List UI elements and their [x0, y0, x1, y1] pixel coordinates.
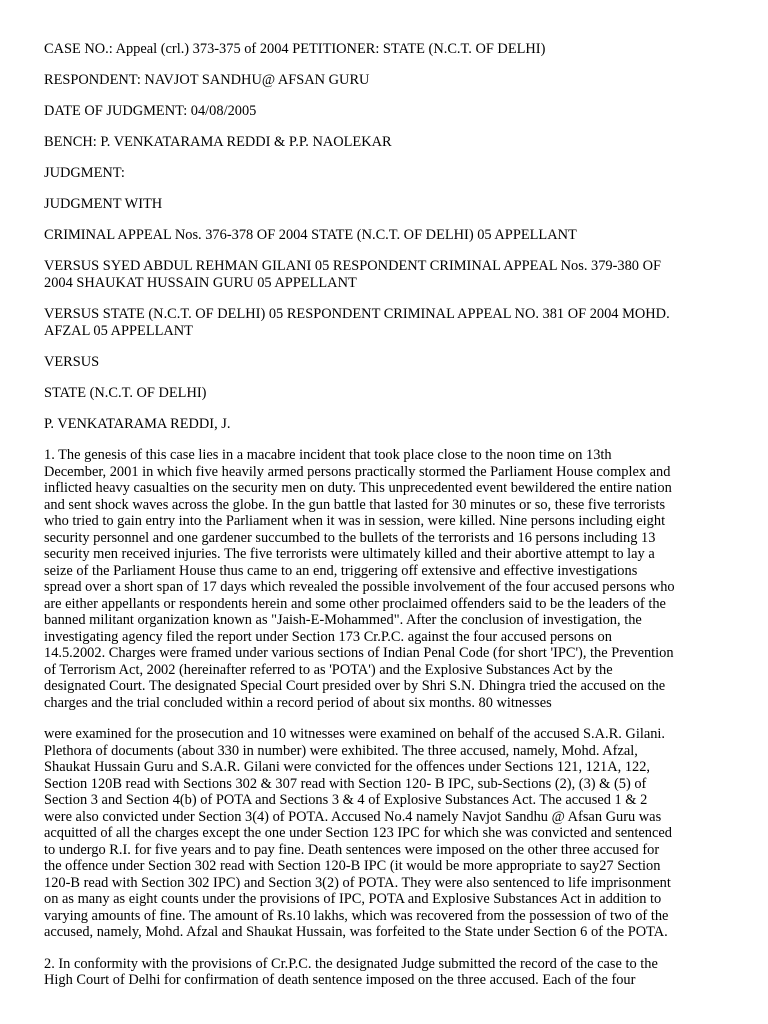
paragraph-line: on as many as eight counts under the provisions of IPC, POTA and Explosive Substances Act in addition to [44, 891, 662, 907]
paragraph-line: to undergo R.I. for five years and to pay fine. Death sentences were imposed on the other three accused for [44, 841, 660, 858]
bench: BENCH: P. VENKATARAMA REDDI & P.P. NAOLEKAR [44, 134, 392, 150]
paragraph-line: security men received injuries. The five terrorists were ultimately killed and their abortive attempt to lay a [44, 546, 655, 562]
versus-label: VERSUS [44, 354, 100, 370]
paragraph-line: spread over a short span of 17 days which revealed the possible involvement of the four accused persons who [44, 579, 675, 595]
paragraph-line: seize of the Parliament House thus came to an end, triggering off extensive and effective investigations [44, 562, 638, 579]
versus-block-1 [44, 258, 724, 291]
date-of-judgment: DATE OF JUDGMENT: 04/08/2005 [44, 103, 257, 119]
paragraph-line: accused, namely, Mohd. Afzal and Shaukat Hussain, was forfeited to the State under Section 6 of the POTA. [44, 924, 668, 940]
paragraph-line: of Terrorism Act, 2002 (hereinafter referred to as 'POTA') and the Explosive Substances Act by the [44, 661, 613, 678]
paragraph-line: Plethora of documents (about 330 in number) were exhibited. The three accused, namely, Mohd. Afzal, [44, 742, 638, 759]
paragraph-line: banned militant organization known as "Jaish-E-Mohammed". After the conclusion of investigation, the [44, 612, 642, 628]
paragraph-line: Shaukat Hussain Guru and S.A.R. Gilani were convicted for the offences under Sections 121, 121A, 122, [44, 759, 651, 775]
paragraph-2 [44, 956, 724, 989]
paragraph-line: were examined for the prosecution and 10 witnesses were examined on behalf of the accused S.A.R. Gilani. [44, 726, 665, 742]
paragraph-line: who tried to gain entry into the Parliament when it was in session, were killed. Nine persons including eight [44, 513, 666, 529]
paragraph-1 [44, 447, 724, 711]
judgment-label: JUDGMENT: [44, 165, 125, 181]
paragraph-line: and sent shock waves across the globe. In the gun battle that lasted for 30 minutes or so, these five terrorists [44, 496, 666, 513]
paragraph-line: 120-B read with Section 302 IPC) and Section 3(2) of POTA. They were also sentenced to life imprisonment [44, 874, 671, 891]
paragraph-1-continued [44, 726, 724, 941]
paragraph-line: Section 3 and Section 4(b) of POTA and Sections 3 & 4 of Explosive Substances Act. The accused 1 & 2 [44, 792, 648, 808]
case-number: CASE NO.: Appeal (crl.) 373-375 of 2004 PETITIONER: STATE (N.C.T. OF DELHI) [44, 41, 546, 57]
paragraph-line: 1. The genesis of this case lies in a macabre incident that took place close to the noon time on 13th [44, 447, 612, 463]
criminal-appeal-1: CRIMINAL APPEAL Nos. 376-378 OF 2004 STATE (N.C.T. OF DELHI) 05 APPELLANT [44, 227, 577, 243]
state-label: STATE (N.C.T. OF DELHI) [44, 385, 207, 401]
versus-block-1-line: VERSUS SYED ABDUL REHMAN GILANI 05 RESPONDENT CRIMINAL APPEAL Nos. 379-380 OF [44, 258, 661, 274]
versus-block-2-line: AFZAL 05 APPELLANT [44, 322, 193, 339]
versus-block-2-line: VERSUS STATE (N.C.T. OF DELHI) 05 RESPONDENT CRIMINAL APPEAL NO. 381 OF 2004 MOHD. [44, 306, 670, 322]
paragraph-line: are either appellants or respondents herein and some other proclaimed offenders said to be the leaders of the [44, 595, 666, 612]
paragraph-line: designated Court. The designated Special Court presided over by Shri S.N. Dhingra tried the accused on the [44, 678, 666, 694]
versus-block-2 [44, 306, 724, 339]
paragraph-line: High Court of Delhi for confirmation of death sentence imposed on the three accused. Each of the four [44, 972, 636, 988]
respondent: RESPONDENT: NAVJOT SANDHU@ AFSAN GURU [44, 72, 370, 88]
paragraph-line: were also convicted under Section 3(4) of POTA. Accused No.4 namely Navjot Sandhu @ Afsan Guru was [44, 808, 662, 825]
paragraph-line: 2. In conformity with the provisions of Cr.P.C. the designated Judge submitted the record of the case to the [44, 955, 658, 972]
paragraph-line: the offence under Section 302 read with Section 120-B IPC (it would be more appropriate to say27 Section [44, 858, 661, 874]
paragraph-line: investigating agency filed the report under Section 173 Cr.P.C. against the four accused persons on [44, 628, 612, 645]
paragraph-line: Section 120B read with Sections 302 & 307 read with Section 120- B IPC, sub-Sections (2), (3) & (5) of [44, 775, 647, 792]
paragraph-line: inflicted heavy casualties on the security men on duty. This unprecedented event bewildered the entire nation [44, 480, 672, 496]
versus-block-1-line: 2004 SHAUKAT HUSSAIN GURU 05 APPELLANT [44, 274, 357, 291]
paragraph-line: security personnel and one gardener succumbed to the bullets of the terrorists and 16 persons including 13 [44, 529, 656, 546]
paragraph-line: 14.5.2002. Charges were framed under various sections of Indian Penal Code (for short 'IPC'), the Prevention [44, 645, 674, 661]
paragraph-line: charges and the trial concluded within a record period of about six months. 80 witnesses [44, 694, 552, 711]
paragraph-line: December, 2001 in which five heavily armed persons practically stormed the Parliament House complex and [44, 463, 671, 480]
paragraph-line: varying amounts of fine. The amount of Rs.10 lakhs, which was recovered from the possession of two of the [44, 907, 669, 924]
paragraph-line: acquitted of all the charges except the one under Section 123 IPC for which she was convicted and sentenced [44, 825, 672, 841]
judgment-with: JUDGMENT WITH [44, 196, 163, 212]
judge-author: P. VENKATARAMA REDDI, J. [44, 416, 231, 432]
